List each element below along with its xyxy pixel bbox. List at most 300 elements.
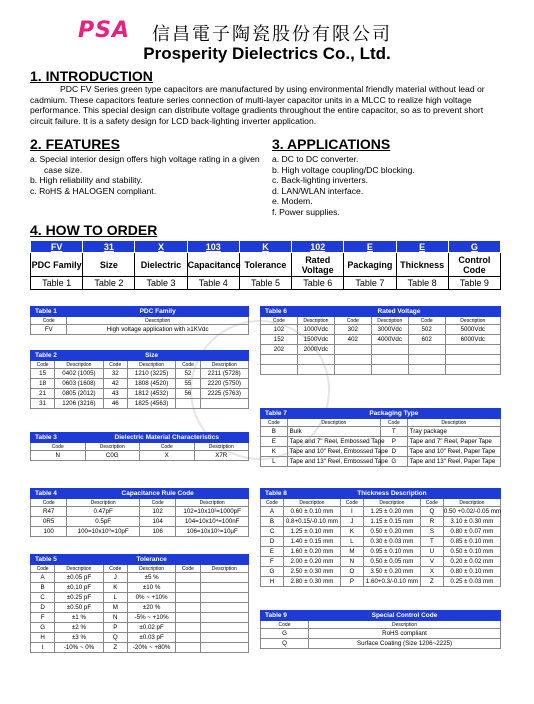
company-english-name: Prosperity Dielectrics Co., Ltd.: [143, 44, 391, 63]
table-cell: 2220 (5750): [200, 379, 248, 389]
table-cell: Z: [420, 577, 443, 587]
features-heading: 2. FEATURES: [30, 136, 120, 152]
table-cell: [371, 345, 408, 355]
table-row: [261, 639, 501, 649]
table-cell: 106=10x10⁶=10μF: [176, 527, 249, 537]
table-cell: [200, 399, 248, 409]
table-name: Table 4: [31, 489, 67, 499]
table-9: [260, 610, 501, 649]
table-name: Table 8: [261, 489, 284, 499]
column-header: Description: [55, 565, 103, 573]
table-cell: 1.60 ± 0.20 mm: [283, 547, 340, 557]
table-cell: P: [103, 623, 127, 633]
column-header: Description: [67, 317, 249, 325]
column-header: Code: [31, 317, 67, 325]
table-cell: ±10 %: [127, 583, 175, 593]
table-cell: [334, 345, 371, 355]
table-cell: K: [261, 447, 288, 457]
table-cell: 0.80 ± 0.10 mm: [443, 567, 500, 577]
table-cell: 3000Vdc: [371, 325, 408, 335]
table-cell: N: [340, 557, 363, 567]
table-8: [260, 488, 501, 587]
table-cell: K: [103, 583, 127, 593]
table-cell: 152: [261, 335, 298, 345]
table-row: [261, 427, 501, 437]
table-cell: [176, 573, 200, 583]
table-cell: 1000Vdc: [297, 325, 334, 335]
table-cell: -20% ~ +80%: [127, 643, 175, 653]
table-cell: O: [340, 567, 363, 577]
table-cell: 0.50 +0.02/-0.05 mm: [443, 508, 502, 515]
table-cell: [445, 365, 500, 375]
table-row: [31, 643, 249, 653]
table-cell: N: [103, 613, 127, 623]
table-cell: ±3 %: [55, 633, 103, 643]
table-cell: [408, 345, 445, 355]
order-cell: Size: [83, 253, 135, 277]
table-cell: ±0.50 pF: [55, 603, 103, 613]
table-cell: 102=10x10²=1000pF: [176, 507, 249, 517]
table-row: [31, 583, 249, 593]
table-row: [261, 547, 501, 557]
table-1: [30, 306, 249, 335]
order-cell: Tolerance: [239, 253, 291, 277]
table-row: [31, 573, 249, 583]
table-cell: -10% ~ 0%: [55, 643, 103, 653]
table-cell: K: [340, 527, 363, 537]
table-cell: T: [420, 537, 443, 547]
column-header: Description: [445, 317, 500, 325]
table-cell: [371, 355, 408, 365]
list-item: c. RoHS & HALOGEN compliant.: [30, 185, 157, 196]
table-cell: A: [261, 507, 284, 517]
table-cell: 0.8+0.15/-0.10 mm: [283, 517, 340, 527]
table-cell: Surface Coating (Size 1206~2225): [309, 639, 501, 649]
table-cell: 1210 (3225): [127, 369, 175, 379]
column-header: Description: [127, 361, 175, 369]
table-cell: C0G: [85, 451, 140, 461]
table-4: [30, 488, 249, 537]
table-name: Table 6: [261, 307, 298, 317]
table-cell: 100: [31, 527, 67, 537]
table-cell: [200, 623, 248, 633]
table-name: Table 9: [261, 611, 309, 621]
list-item: a. Special interior design offers high voltage rating in a given case size.: [30, 154, 260, 175]
table-cell: B: [261, 427, 288, 437]
table-cell: [297, 365, 334, 375]
order-cell: Rated Voltage: [292, 253, 344, 277]
table-cell: A: [31, 573, 55, 583]
table-cell: [200, 593, 248, 603]
table-cell: I: [31, 643, 55, 653]
table-cell: [445, 345, 500, 355]
table-cell: 402: [334, 335, 371, 345]
table-title: Thickness Description: [283, 489, 500, 499]
column-header: Description: [309, 621, 501, 629]
table-cell: X7R: [194, 451, 249, 461]
table-cell: 3.50 ± 0.20 mm: [363, 567, 420, 577]
table-row: [31, 593, 249, 603]
table-cell: ±2 %: [55, 623, 103, 633]
table-cell: [176, 399, 200, 409]
list-item: b. High voltage coupling/DC blocking.: [272, 164, 415, 175]
table-cell: E: [261, 437, 288, 447]
table-cell: 1500Vdc: [297, 335, 334, 345]
table-row: [261, 557, 501, 567]
table-cell: [200, 633, 248, 643]
table-cell: Tray package: [407, 427, 500, 437]
table-cell: 0.50 ± 0.10 mm: [443, 547, 500, 557]
table-cell: 52: [176, 369, 200, 379]
list-item: b. High reliability and stability.: [30, 175, 143, 185]
table-cell: N: [31, 451, 86, 461]
column-header: Code: [140, 443, 195, 451]
list-item: e. Modem.: [272, 196, 313, 206]
column-header: Description: [371, 317, 408, 325]
table-cell: L: [340, 537, 363, 547]
table-row: [31, 451, 249, 461]
table-cell: 302: [334, 325, 371, 335]
table-cell: C: [261, 527, 284, 537]
order-cell: Thickness: [396, 253, 448, 277]
table-cell: 202: [261, 345, 298, 355]
table-cell: FV: [31, 325, 67, 335]
table-cell: 0.20 ± 0.02 mm: [443, 557, 500, 567]
table-row: [261, 537, 501, 547]
order-cell: Packaging: [344, 253, 396, 277]
table-cell: Tape and 10" Reel, Paper Tape: [407, 447, 500, 457]
table-row: [261, 365, 501, 375]
table-cell: 1825 (4563): [127, 399, 175, 409]
table-cell: J: [340, 517, 363, 527]
table-row: [261, 629, 501, 639]
applications-heading: 3. APPLICATIONS: [272, 136, 391, 152]
column-header: Code: [31, 565, 55, 573]
table-cell: 0.60 ± 0.10 mm: [283, 507, 340, 517]
column-header: Description: [176, 499, 249, 507]
table-name: Table 5: [31, 555, 55, 565]
table-cell: 2225 (5763): [200, 389, 248, 399]
table-cell: 1.60+0.3/-0.10 mm: [363, 577, 420, 587]
table-name: Table 1: [31, 307, 67, 317]
table-cell: 0805 (2012): [55, 389, 103, 399]
table-cell: 1808 (4520): [127, 379, 175, 389]
table-title: Capacitance Rule Code: [67, 489, 249, 499]
column-header: Description: [407, 419, 500, 427]
table-cell: 55: [176, 379, 200, 389]
column-header: Description: [287, 419, 380, 427]
order-cell: Control Code: [448, 253, 500, 277]
order-cell: E: [396, 241, 448, 253]
table-cell: 15: [31, 369, 55, 379]
order-code-row: [31, 241, 501, 253]
column-header: Code: [31, 443, 86, 451]
column-header: Description: [363, 499, 420, 507]
table-cell: F: [31, 613, 55, 623]
column-header: Code: [103, 361, 127, 369]
order-cell: Capacitance: [187, 253, 239, 277]
table-row: [31, 613, 249, 623]
table-cell: T: [380, 427, 407, 437]
table-row: [261, 335, 501, 345]
table-cell: D: [380, 447, 407, 457]
table-cell: [176, 633, 200, 643]
table-cell: ±0.03 pF: [127, 633, 175, 643]
column-header: Code: [139, 499, 175, 507]
column-header: Code: [261, 419, 288, 427]
table-cell: M: [340, 547, 363, 557]
column-header: Description: [443, 499, 500, 507]
order-cell: 31: [83, 241, 135, 253]
order-cell: FV: [31, 241, 83, 253]
table-cell: 42: [103, 379, 127, 389]
table-row: [31, 507, 249, 517]
column-header: Description: [200, 361, 248, 369]
table-cell: L: [261, 457, 288, 467]
table-cell: 0.5pF: [67, 517, 140, 527]
table-cell: 1.25 ± 0.10 mm: [283, 527, 340, 537]
table-6: [260, 306, 501, 375]
table-cell: 0% ~ +10%: [127, 593, 175, 603]
order-cell: 103: [187, 241, 239, 253]
table-name: Table 2: [31, 351, 55, 361]
table-cell: 46: [103, 399, 127, 409]
table-cell: 0.50 ± 0.05 mm: [363, 557, 420, 567]
column-header: Code: [31, 361, 55, 369]
table-cell: 0402 (1005): [55, 369, 103, 379]
table-row: [31, 389, 249, 399]
table-name: Table 7: [261, 409, 288, 419]
table-cell: 602: [408, 335, 445, 345]
table-cell: [176, 593, 200, 603]
table-row: [261, 577, 501, 587]
table-cell: Z: [103, 643, 127, 653]
table-cell: [200, 613, 248, 623]
table-title: Packaging Type: [287, 409, 500, 419]
table-cell: Tape and 10" Reel, Embossed Tape: [287, 447, 380, 457]
table-cell: 0R5: [31, 517, 67, 527]
table-cell: R47: [31, 507, 67, 517]
list-item: c. Back-lighting inverters.: [272, 175, 368, 185]
table-row: [261, 517, 501, 527]
table-cell: 2211 (5728): [200, 369, 248, 379]
table-cell: 0.95 ± 0.10 mm: [363, 547, 420, 557]
order-heading: 4. HOW TO ORDER: [30, 222, 158, 238]
table-cell: ±0.05 pF: [55, 573, 103, 583]
table-cell: 0.25 ± 0.03 mm: [443, 577, 500, 587]
table-cell: 2.00 ± 0.20 mm: [283, 557, 340, 567]
table-cell: 1.40 ± 0.15 mm: [283, 537, 340, 547]
table-cell: 0.50 ± 0.20 mm: [363, 527, 420, 537]
table-cell: M: [103, 603, 127, 613]
table-cell: V: [420, 557, 443, 567]
table-cell: X: [420, 567, 443, 577]
table-cell: 0603 (1608): [55, 379, 103, 389]
table-cell: G: [261, 567, 284, 577]
table-row: [31, 379, 249, 389]
column-header: Description: [127, 565, 175, 573]
table-cell: 0.85 ± 0.10 mm: [443, 537, 500, 547]
column-header: Code: [261, 499, 284, 507]
order-cell: Table 7: [344, 277, 396, 290]
table-cell: 104=10x10⁴=100nF: [176, 517, 249, 527]
order-cell: Table 8: [396, 277, 448, 290]
table-cell: 100=10x10⁰=10pF: [67, 527, 140, 537]
order-cell: G: [448, 241, 500, 253]
table-cell: ±5 %: [127, 573, 175, 583]
table-cell: 3.10 ± 0.30 mm: [443, 517, 500, 527]
table-cell: 1.15 ± 0.15 mm: [363, 517, 420, 527]
table-cell: 31: [31, 399, 55, 409]
table-cell: 502: [408, 325, 445, 335]
table-cell: Tape and 7" Reel, Embossed Tape: [287, 437, 380, 447]
column-header: Code: [31, 499, 67, 507]
table-cell: 2.80 ± 0.30 mm: [283, 577, 340, 587]
table-cell: 1206 (3216): [55, 399, 103, 409]
order-cell: Table 1: [31, 277, 83, 290]
table-cell: G: [31, 623, 55, 633]
table-cell: [176, 603, 200, 613]
table-row: [31, 603, 249, 613]
table-cell: I: [340, 507, 363, 517]
table-cell: L: [103, 593, 127, 603]
table-cell: [200, 583, 248, 593]
table-row: [261, 457, 501, 467]
list-item: a. DC to DC converter.: [272, 154, 359, 164]
table-cell: Q: [420, 507, 443, 517]
table-cell: [200, 643, 248, 653]
order-cell: 102: [292, 241, 344, 253]
table-cell: [200, 603, 248, 613]
table-cell: [176, 583, 200, 593]
table-cell: 56: [176, 389, 200, 399]
table-cell: [297, 355, 334, 365]
applications-list: [272, 154, 502, 217]
table-cell: 0.30 ± 0.03 mm: [363, 537, 420, 547]
table-7: [260, 408, 501, 467]
table-3: [30, 432, 249, 461]
list-item: f. Power supplies.: [272, 206, 340, 217]
table-cell: ±20 %: [127, 603, 175, 613]
table-cell: [200, 573, 248, 583]
order-cell: Table 2: [83, 277, 135, 290]
table-cell: B: [261, 517, 284, 527]
table-cell: R: [420, 517, 443, 527]
table-row: [261, 437, 501, 447]
table-cell: [371, 365, 408, 375]
table-cell: C: [31, 593, 55, 603]
order-cell: E: [344, 241, 396, 253]
features-list: [30, 154, 268, 196]
table-cell: S: [420, 527, 443, 537]
table-cell: Bulk: [287, 427, 380, 437]
intro-text: PDC FV Series green type capacitors are manufactured by using environmental friendly material without lead or cadmium. These capacitors feature series connection of multi-layer capacitor units in a MLCC to realize high voltage performance. This special design can distribute voltage gradients throughout the entire capacitor, so as to prevent short circuit failure. It is a safety design for LCD back-lighting inverter application.: [30, 84, 485, 126]
table-cell: RoHS compliant: [309, 629, 501, 639]
table-row: [261, 567, 501, 577]
table-cell: 1.25 ± 0.20 mm: [363, 507, 420, 517]
table-cell: D: [261, 537, 284, 547]
order-cell: Dielectric: [135, 253, 187, 277]
column-header: Code: [408, 317, 445, 325]
table-cell: H: [31, 633, 55, 643]
order-cell: K: [239, 241, 291, 253]
table-cell: [408, 365, 445, 375]
table-cell: D: [31, 603, 55, 613]
table-cell: Tape and 13" Reel, Embossed Tape: [287, 457, 380, 467]
table-row: [31, 623, 249, 633]
column-header: Code: [261, 317, 298, 325]
table-cell: G: [261, 629, 309, 639]
table-cell: F: [261, 557, 284, 567]
table-cell: [445, 355, 500, 365]
table-cell: 106: [139, 527, 175, 537]
table-cell: P: [340, 577, 363, 587]
table-cell: J: [103, 573, 127, 583]
order-name-row: [31, 253, 501, 277]
table-cell: P: [380, 437, 407, 447]
table-cell: [334, 355, 371, 365]
table-cell: Tape and 7" Reel, Paper Tape: [407, 437, 500, 447]
column-header: Code: [176, 565, 200, 573]
table-cell: ±0.25 pF: [55, 593, 103, 603]
table-row: [31, 633, 249, 643]
table-cell: ±1 %: [55, 613, 103, 623]
order-cell: Table 6: [292, 277, 344, 290]
table-cell: High voltage application with ≥1KVdc: [67, 325, 249, 335]
table-row: [261, 325, 501, 335]
table-cell: Q: [261, 639, 309, 649]
column-header: Code: [103, 565, 127, 573]
table-cell: Q: [103, 633, 127, 643]
column-header: Description: [200, 565, 248, 573]
table-row: [261, 527, 501, 537]
intro-heading: 1. INTRODUCTION: [30, 68, 153, 84]
order-cell: Table 9: [448, 277, 500, 290]
table-row: [261, 345, 501, 355]
table-cell: 6000Vdc: [445, 335, 500, 345]
table-cell: [261, 355, 298, 365]
table-title: Rated Voltage: [297, 307, 500, 317]
table-cell: 4000Vdc: [371, 335, 408, 345]
table-title: Size: [55, 351, 249, 361]
table-cell: Tape and 13" Reel, Paper Tape: [407, 457, 500, 467]
column-header: Code: [176, 361, 200, 369]
list-item: d. LAN/WLAN interface.: [272, 185, 364, 196]
table-cell: [408, 355, 445, 365]
table-cell: [176, 643, 200, 653]
table-cell: ±0.02 pF: [127, 623, 175, 633]
table-cell: 0.80 ± 0.07 mm: [443, 527, 500, 537]
table-cell: 104: [139, 517, 175, 527]
order-cell: Table 5: [239, 277, 291, 290]
order-cell: Table 4: [187, 277, 239, 290]
table-cell: 0.47pF: [67, 507, 140, 517]
column-header: Description: [297, 317, 334, 325]
column-header: Code: [420, 499, 443, 507]
table-cell: 5000Vdc: [445, 325, 500, 335]
order-code-table: [30, 240, 501, 290]
table-cell: 2000Vdc: [297, 345, 334, 355]
table-cell: 2.50 ± 0.30 mm: [283, 567, 340, 577]
table-cell: 1812 (4532): [127, 389, 175, 399]
table-cell: 102: [261, 325, 298, 335]
company-logo: PSA: [78, 18, 130, 43]
table-row: [261, 355, 501, 365]
column-header: Code: [380, 419, 407, 427]
table-cell: 102: [139, 507, 175, 517]
table-row: [31, 399, 249, 409]
column-header: Description: [283, 499, 340, 507]
